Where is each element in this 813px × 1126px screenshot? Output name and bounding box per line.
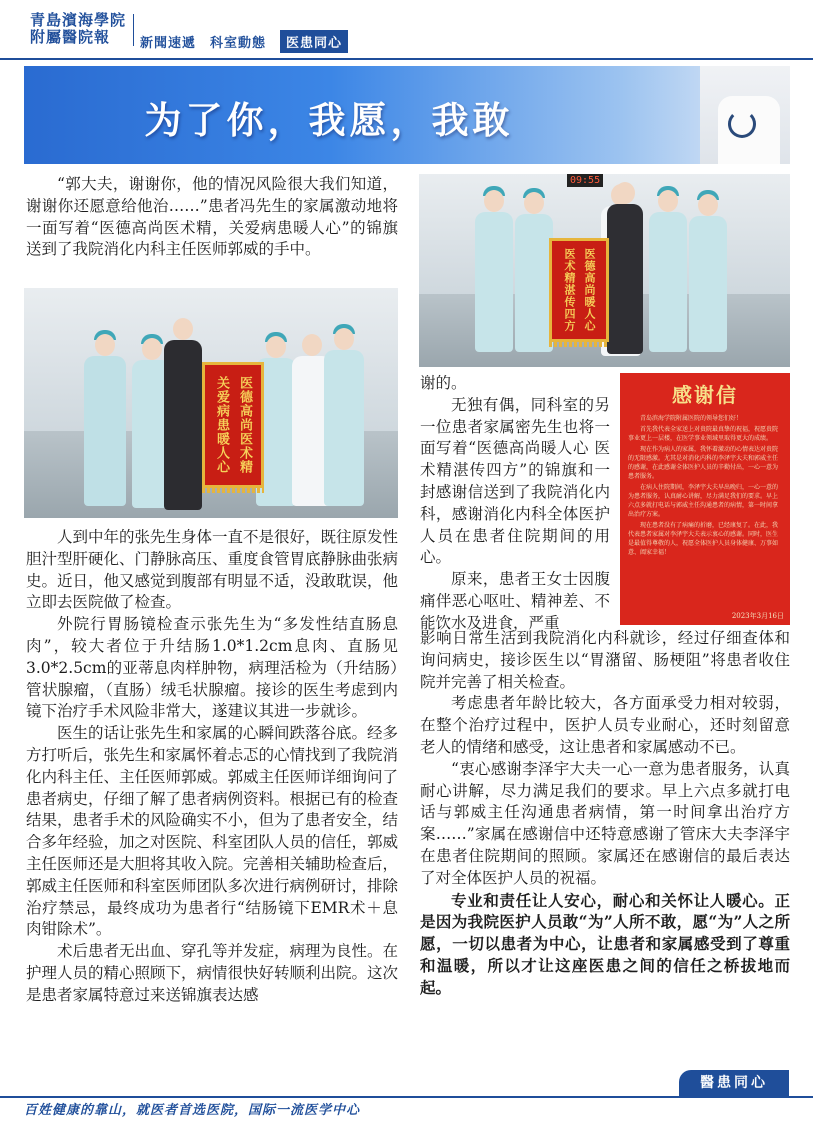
right-wide-column-text bbox=[420, 628, 790, 999]
body-paragraph: 考虑患者年龄比较大，各方面承受力相对较弱，在整个治疗过程中，医护人员专业耐心，还时刻留意老人的情绪和感受，这让患者和家属感动不已。 bbox=[420, 694, 790, 756]
newspaper-title bbox=[30, 12, 126, 46]
intro-paragraph: “郭大夫，谢谢你，他的情况风险很大我们知道，谢谢你还愿意给他治……”患者冯先生的家属激动地将一面写着“医德高尚医术精，关爱病患暖人心”的锦旗送到了我院消化内科主任医师郭威的手中。 bbox=[26, 175, 398, 259]
letter-date: 2023年3月16日 bbox=[731, 612, 784, 620]
article-title: 为了你，我愿，我敢 bbox=[144, 98, 514, 142]
stethoscope-icon bbox=[728, 110, 756, 138]
right-narrow-column-text bbox=[420, 373, 610, 635]
nav-department[interactable]: 科室動態 bbox=[210, 36, 267, 51]
person bbox=[475, 212, 513, 352]
person bbox=[84, 356, 126, 506]
letter-title: 感谢信 bbox=[672, 383, 738, 407]
body-paragraph: 医生的话让张先生和家属的心瞬间跌落谷底。经多方打听后，张先生和家属怀着忐忑的心情找到了我院消化内科主任、主任医师郭威。郭威主任医师详细询问了患者病史，仔细了解了患者病例资料。根据已有的检查结果，患者手术的风险确实不小，但为了患者安全，结合多年经验，加之对医院、科室团队人员的信任，郭威主任医师还是大胆将其收入院。完善相关辅助检查后，郭威主任医师和科室医师团队多次进行病例研讨，排除治疗禁忌，最终成功为患者行“结肠镜下EMR术＋息肉钳除术”。 bbox=[26, 724, 399, 939]
body-paragraph: 人到中年的张先生身体一直不是很好，既往原发性胆汁型肝硬化、门静脉高压、重度食管胃底静脉曲张病史。近日，他又感觉到腹部有明显不适，没敢耽误，他立即去医院做了检查。 bbox=[26, 528, 399, 612]
banner-text-column: 医术精湛传四方 bbox=[563, 248, 576, 332]
nav-doctor-patient[interactable]: 医患同心 bbox=[280, 30, 348, 53]
section-nav bbox=[140, 30, 348, 53]
thank-you-letter-image bbox=[620, 373, 790, 625]
letter-line: 现在患者没有了病痛的折磨，已经康复了。在此，我代表患者家属对李泽宇大夫表示衷心的感谢。同时，医生是最值得尊敬的人，祝愿全体医护人员身体健康、万事如意、阖家幸福！ bbox=[628, 522, 779, 556]
photo-right-banner-presentation bbox=[419, 174, 790, 367]
photo-left-banner-presentation bbox=[24, 288, 398, 518]
doctor-illustration bbox=[700, 66, 790, 164]
letter-line: 青岛滨海学院附属医院的领导您们好！ bbox=[640, 415, 743, 422]
footer-rule bbox=[0, 1096, 813, 1098]
letter-line: 现在作为病人的家属，我怀着激动的心情表达对贵院的无限感激。尤其是对消化内科的李泽宇大夫和郭威主任的感谢，在此感谢全体医护人员的辛勤付出，一心一意为患者服务。 bbox=[628, 446, 779, 480]
body-paragraph: 无独有偶，同科室的另一位患者家属密先生也将一面写着“医德高尚暖人心 医术精湛传四方”的锦旗和一封感谢信送到了我院消化内科，感谢消化内科全体医护人员在患者住院期间的用心。 bbox=[420, 395, 610, 567]
person bbox=[324, 350, 364, 506]
letter-line: 在病人住院期间，李泽宇大夫早出晚归，一心一意的为患者服务，认真耐心讲解，尽力满足我们的要求。早上六点多就打电话与郭威主任沟通患者的病情，第一时间拿出治疗方案。 bbox=[628, 484, 779, 518]
silk-banner bbox=[549, 238, 609, 342]
left-column-text bbox=[26, 527, 398, 1007]
section-tab: 醫患同心 bbox=[679, 1070, 789, 1096]
title-banner bbox=[24, 66, 790, 164]
nav-news[interactable]: 新聞速遞 bbox=[140, 36, 197, 51]
body-paragraph: 原来，患者王女士因腹痛伴恶心呕吐、精神差、不能饮水及进食，严重 bbox=[420, 570, 610, 632]
newspaper-title-line1: 青島濱海學院 bbox=[30, 11, 127, 29]
body-paragraph: “衷心感谢李泽宇大夫一心一意为患者服务，认真耐心讲解，尽力满足我们的要求。早上六点多就打电话与郭威主任沟通患者病情，第一时间拿出治疗方案……”家属在感谢信中还特意感谢了管床大夫李泽宇在患者住院期间的照顾。家属还在感谢信的最后表达了对全体医护人员的祝福。 bbox=[420, 759, 790, 887]
person bbox=[515, 214, 553, 352]
banner-text-column: 医德高尚暖人心 bbox=[583, 248, 596, 332]
masthead bbox=[0, 0, 813, 58]
footer-slogan: 百姓健康的靠山，就医者首选医院，国际一流医学中心 bbox=[24, 1103, 361, 1118]
person bbox=[689, 216, 727, 352]
person bbox=[607, 204, 643, 354]
intro-text-block bbox=[26, 174, 398, 261]
body-paragraph: 外院行胃肠镜检查示张先生为“多发性结直肠息肉”，较大者位于升结肠1.0*1.2cm息肉、直肠见3.0*2.5cm的亚蒂息肉样肿物，病理活检为（升结肠）管状腺瘤，（直肠）绒毛状腺瘤。接诊的医生考虑到内镜下治疗手术风险非常大，遂建议其进一步就诊。 bbox=[26, 615, 398, 721]
body-paragraph-continuation: 谢的。 bbox=[420, 374, 467, 392]
body-paragraph-continuation: 影响日常生活到我院消化内科就诊，经过仔细查体和询问病史，接诊医生以“胃潴留、肠梗阻”将患者收住院并完善了相关检查。 bbox=[420, 629, 790, 691]
letter-body bbox=[628, 414, 782, 557]
person bbox=[649, 212, 687, 352]
silk-banner bbox=[202, 362, 264, 488]
masthead-rule bbox=[0, 58, 813, 60]
banner-text-column: 医德高尚医术精 bbox=[237, 376, 252, 474]
digital-clock: 09:55 bbox=[567, 174, 603, 187]
closing-paragraph: 专业和责任让人安心，耐心和关怀让人暖心。正是因为我院医护人员敢“为”人所不敢，愿“为”人之所愿，一切以患者为中心，让患者和家属感受到了尊重和温暖，所以才让这座医患之间的信任之桥拔地而起。 bbox=[420, 890, 790, 997]
body-paragraph: 术后患者无出血、穿孔等并发症，病理为良性。在护理人员的精心照顾下，病情很快好转顺利出院。这次是患者家属特意过来送锦旗表达感 bbox=[26, 942, 399, 1004]
masthead-divider bbox=[133, 14, 134, 46]
person bbox=[164, 340, 202, 510]
letter-line: 首先我代表全家送上对贵院最真挚的祝福，祝愿贵院事业更上一层楼，在医学事业领域里取得更大的成绩。 bbox=[628, 426, 779, 442]
newspaper-title-line2: 附屬醫院報 bbox=[30, 28, 111, 46]
banner-text-column: 关爱病患暖人心 bbox=[214, 376, 229, 474]
